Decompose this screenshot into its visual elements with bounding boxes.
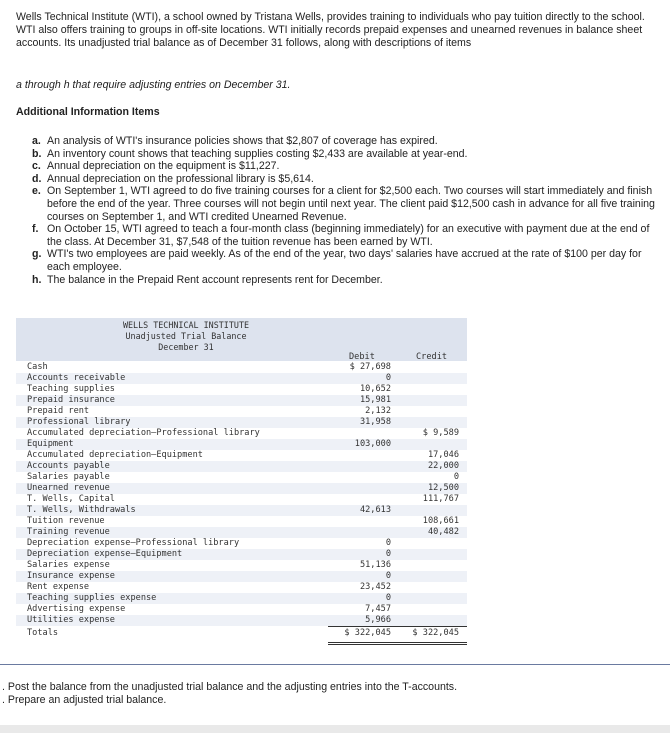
account-name: Depreciation expense—Equipment	[27, 549, 183, 559]
item-text: On October 15, WTI agreed to teach a four-month class (beginning immediately) for an executive with payment due at the end of the class. At December 31, $7,548 of the tuition revenue has been earned by WTI.	[47, 223, 650, 248]
credit-amount: 0	[453, 472, 459, 482]
item-letter: d.	[32, 172, 42, 185]
table-row	[16, 494, 467, 505]
item-text: Annual depreciation on the equipment is $11,227.	[47, 160, 280, 173]
adjustment-item	[32, 173, 660, 186]
company-name: WELLS TECHNICAL INSTITUTE	[122, 320, 250, 330]
table-row	[16, 450, 467, 461]
item-letter: e.	[32, 185, 41, 198]
table-row	[16, 472, 467, 483]
account-name: Tuition revenue	[27, 516, 105, 526]
item-letter: a.	[32, 135, 41, 147]
debit-amount: 2,132	[365, 406, 391, 416]
item-letter: f.	[32, 223, 39, 236]
trial-balance-header	[16, 318, 467, 361]
debit-amount: 23,452	[359, 582, 391, 592]
total-credit: $ 322,045	[412, 628, 459, 638]
item-text: Annual depreciation on the professional library is $5,614.	[47, 172, 314, 185]
item-letter: c.	[32, 160, 41, 173]
debit-column-header: Debit	[349, 352, 375, 362]
table-row	[16, 604, 467, 615]
account-name: Unearned revenue	[27, 483, 110, 493]
table-row	[16, 362, 467, 373]
item-letter: h.	[32, 273, 42, 286]
table-row	[16, 373, 467, 384]
account-name: Insurance expense	[27, 571, 115, 581]
account-name: Accounts receivable	[27, 373, 126, 383]
table-row	[16, 461, 467, 472]
item-text: An inventory count shows that teaching supplies costing $2,433 are available at year-end.	[47, 147, 468, 160]
account-name: Prepaid rent	[27, 406, 90, 416]
statement-name: Unadjusted Trial Balance	[125, 331, 247, 341]
debit-amount: 0	[385, 593, 391, 603]
trial-balance-table	[16, 318, 467, 646]
adjustment-item	[32, 160, 660, 173]
debit-amount: 10,652	[359, 384, 391, 394]
account-name: Utilities expense	[27, 615, 115, 625]
account-name: Teaching supplies expense	[27, 593, 157, 603]
table-row	[16, 549, 467, 560]
totals-label: Totals	[27, 628, 59, 638]
debit-amount: 0	[385, 373, 391, 383]
account-name: Salaries payable	[27, 472, 110, 482]
table-row	[16, 395, 467, 406]
account-name: Depreciation expense—Professional library	[27, 538, 240, 548]
debit-amount: 31,958	[359, 417, 391, 427]
table-row	[16, 417, 467, 428]
account-name: Advertising expense	[27, 604, 126, 614]
section-divider	[0, 664, 670, 665]
trial-balance-title	[16, 320, 356, 353]
debit-amount: 51,136	[359, 560, 391, 570]
intro-paragraph: Wells Technical Institute (WTI), a school owned by Tristana Wells, provides training to individuals who pay tuition directly to the school. WTI also offers training to groups in off-site locations. WTI initially records prepaid expenses and unearned revenues in balance sheet accounts. Its unadjusted trial balance as of December 31 follows, along with descriptions of items	[16, 11, 645, 49]
account-name: Rent expense	[27, 582, 90, 592]
account-name: Training revenue	[27, 527, 110, 537]
table-row	[16, 406, 467, 417]
account-name: Accumulated depreciation—Equipment	[27, 450, 203, 460]
credit-amount: $ 9,589	[422, 428, 459, 438]
table-row	[16, 384, 467, 395]
adjustment-item	[32, 148, 660, 161]
totals-row	[16, 626, 467, 641]
account-name: Professional library	[27, 417, 131, 427]
table-row	[16, 593, 467, 604]
table-row	[16, 582, 467, 593]
item-letter: g.	[32, 248, 42, 261]
item-letter: b.	[32, 147, 42, 160]
account-name: T. Wells, Withdrawals	[27, 505, 136, 515]
table-row	[16, 439, 467, 450]
task-list	[2, 681, 457, 707]
debit-amount: 15,981	[359, 395, 391, 405]
table-row	[16, 571, 467, 582]
adjustment-item	[32, 135, 660, 148]
account-name: Prepaid insurance	[27, 395, 115, 405]
task-item: . Post the balance from the unadjusted trial balance and the adjusting entries into the T-accounts.	[2, 681, 458, 693]
credit-amount: 12,500	[427, 483, 459, 493]
debit-amount: 42,613	[359, 505, 391, 515]
table-row	[16, 428, 467, 439]
adjustment-item	[32, 223, 660, 248]
debit-amount: 5,966	[365, 615, 391, 625]
item-text: An analysis of WTI's insurance policies shows that $2,807 of coverage has expired.	[47, 135, 438, 147]
table-row	[16, 527, 467, 538]
item-text: The balance in the Prepaid Rent account represents rent for December.	[47, 273, 383, 286]
statement-date: December 31	[158, 342, 214, 352]
trial-balance-rows	[16, 362, 467, 641]
table-row	[16, 483, 467, 494]
table-row	[16, 505, 467, 516]
debit-amount: 103,000	[354, 439, 391, 449]
account-name: Salaries expense	[27, 560, 110, 570]
debit-amount: 0	[385, 549, 391, 559]
account-name: Accumulated depreciation—Professional library	[27, 428, 260, 438]
credit-amount: 108,661	[422, 516, 459, 526]
account-name: Accounts payable	[27, 461, 110, 471]
double-underline	[328, 642, 467, 645]
adjustment-items-list	[32, 135, 660, 286]
table-row	[16, 538, 467, 549]
item-text: WTI's two employees are paid weekly. As of the end of the year, two days' salaries have accrued at the rate of $100 per day for each employee.	[47, 248, 642, 273]
additional-info-heading: Additional Information Items	[16, 106, 160, 118]
debit-amount: $ 27,698	[349, 362, 391, 372]
account-name: T. Wells, Capital	[27, 494, 115, 504]
credit-amount: 22,000	[427, 461, 459, 471]
account-name: Cash	[27, 362, 48, 372]
debit-amount: 0	[385, 571, 391, 581]
lead-sentence: a through h that require adjusting entries on December 31.	[16, 79, 291, 91]
adjustment-item	[32, 185, 660, 223]
account-name: Teaching supplies	[27, 384, 115, 394]
credit-amount: 111,767	[422, 494, 459, 504]
table-row	[16, 615, 467, 626]
credit-amount: 40,482	[427, 527, 459, 537]
task-item: . Prepare an adjusted trial balance.	[2, 694, 167, 706]
adjustment-item	[32, 274, 660, 287]
table-row	[16, 560, 467, 571]
account-name: Equipment	[27, 439, 74, 449]
credit-amount: 17,046	[427, 450, 459, 460]
debit-amount: 7,457	[365, 604, 391, 614]
debit-amount: 0	[385, 538, 391, 548]
adjustment-item	[32, 248, 660, 273]
total-debit: $ 322,045	[344, 628, 391, 638]
item-text: On September 1, WTI agreed to do five training courses for a client for $2,500 each. Two courses will start immediately and finish before the end of the year. Three courses will not begin until next year. The client paid $12,500 cash in advance for all five training courses on September 1, and WTI credited Unearned Revenue.	[47, 185, 655, 223]
bottom-bar	[0, 725, 670, 733]
credit-column-header: Credit	[416, 352, 448, 362]
table-row	[16, 516, 467, 527]
